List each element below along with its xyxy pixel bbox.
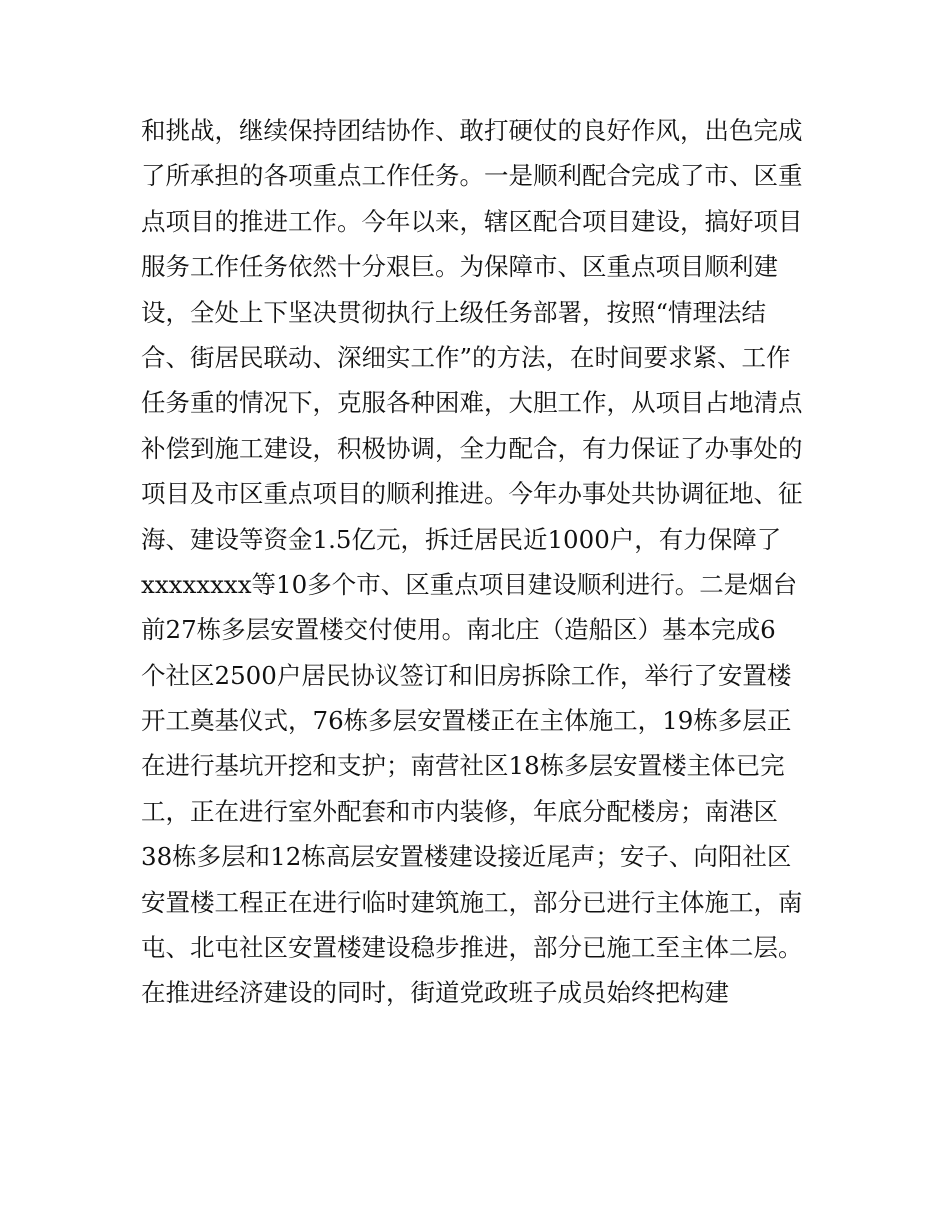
text-line: 设，全处上下坚决贯彻执行上级任务部署，按照“情理法结 xyxy=(141,297,767,327)
text-line: 补偿到施工建设，积极协调，全力配合，有力保证了办事处的 xyxy=(141,433,803,463)
text-line: 点项目的推进工作。今年以来，辖区配合项目建设，搞好项目 xyxy=(141,206,803,236)
text-line: 工，正在进行室外配套和市内装修，年底分配楼房；南港区 xyxy=(141,796,778,826)
text-line: 开工奠基仪式，76栋多层安置楼正在主体施工，19栋多层正 xyxy=(141,706,792,736)
text-line: 和挑战，继续保持团结协作、敢打硬仗的良好作风，出色完成 xyxy=(141,116,803,145)
body-text xyxy=(141,108,831,1016)
text-line: 在推进经济建设的同时，街道党政班子成员始终把构建 xyxy=(141,978,729,1008)
text-line: 前27栋多层安置楼交付使用。南北庄（造船区）基本完成6 xyxy=(141,615,776,645)
text-line: 合、街居民联动、深细实工作”的方法，在时间要求紧、工作 xyxy=(141,342,791,372)
text-line: 任务重的情况下，克服各种困难，大胆工作，从项目占地清点 xyxy=(141,388,803,418)
text-line: 屯、北屯社区安置楼建设稳步推进，部分已施工至主体二层。 xyxy=(141,933,803,963)
text-line: 在进行基坑开挖和支护；南营社区18栋多层安置楼主体已完 xyxy=(141,751,785,781)
text-line: 38栋多层和12栋高层安置楼建设接近尾声；安子、向阳社区 xyxy=(141,842,792,872)
text-line: 安置楼工程正在进行临时建筑施工，部分已进行主体施工，南 xyxy=(141,887,803,917)
text-line: 海、建设等资金1.5亿元，拆迁居民近1000户，有力保障了 xyxy=(141,524,782,554)
text-line: 服务工作任务依然十分艰巨。为保障市、区重点项目顺利建 xyxy=(141,252,778,282)
text-line: 个社区2500户居民协议签订和旧房拆除工作，举行了安置楼 xyxy=(141,660,792,690)
text-line: 了所承担的各项重点工作任务。一是顺利配合完成了市、区重 xyxy=(141,161,803,191)
text-line: 项目及市区重点项目的顺利推进。今年办事处共协调征地、征 xyxy=(141,479,803,509)
text-line: xxxxxxxx等10多个市、区重点项目建设顺利进行。二是烟台 xyxy=(141,569,798,599)
